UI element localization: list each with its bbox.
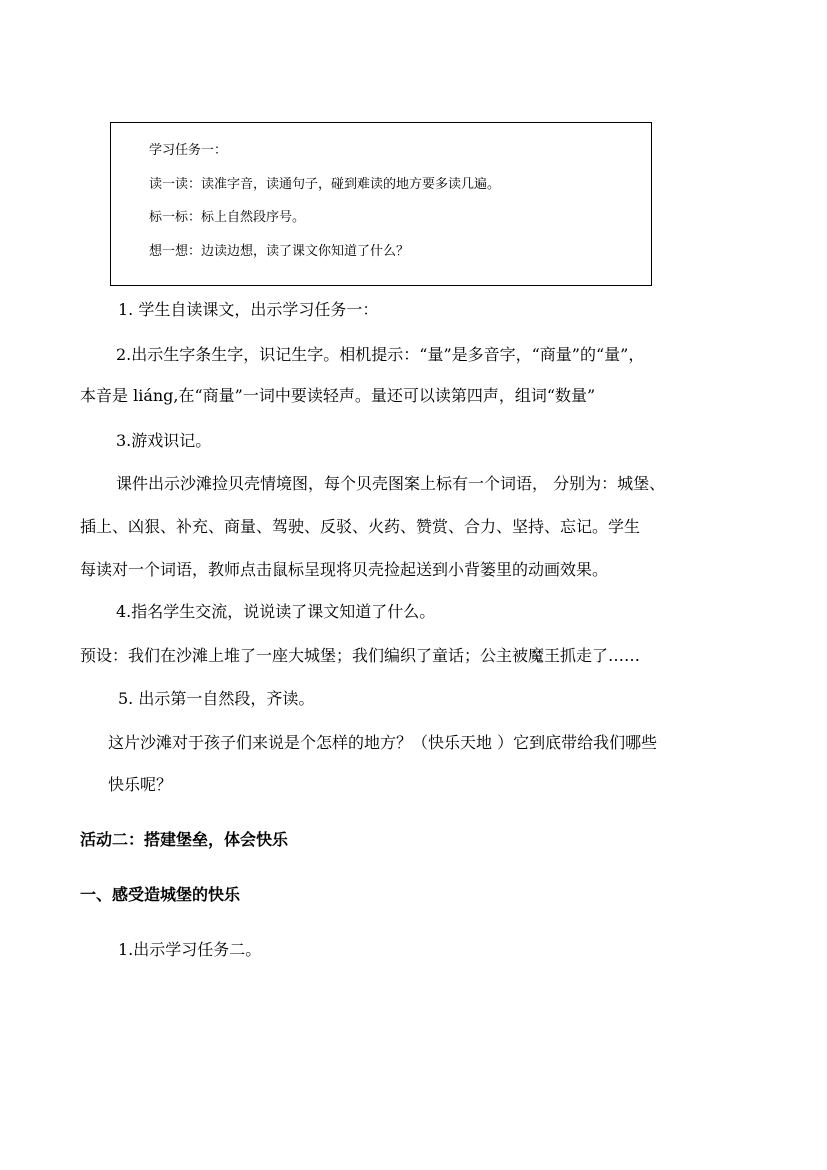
task-box-item-think: 想一想：边读边想，读了课文你知道了什么？	[149, 244, 410, 259]
paragraph-question-line-2: 快乐呢？	[108, 775, 173, 794]
paragraph-game-line-3: 每读对一个词语，教师点击鼠标呈现将贝壳捡起送到小背篓里的动画效果。	[80, 560, 609, 579]
paragraph-step-1: 1. 学生自读课文，出示学习任务一：	[118, 300, 379, 319]
paragraph-step-2-line-2: 本音是 liáng,在“商量”一词中要读轻声。量还可以读第四声，组词“数量”	[80, 386, 596, 405]
subsection-heading-castle: 一、感受造城堡的快乐	[80, 885, 241, 904]
paragraph-step-4: 4.指名学生交流，说说读了课文知道了什么。	[116, 602, 436, 621]
paragraph-task-2: 1.出示学习任务二。	[118, 940, 262, 959]
paragraph-game-line-2: 插上、凶狠、补充、商量、驾驶、反驳、火药、赞赏、合力、坚持、忘记。学生	[80, 517, 641, 536]
paragraph-game-line-1: 课件出示沙滩捡贝壳情境图，每个贝壳图案上标有一个词语， 分别为：城堡、	[116, 474, 666, 493]
task-box-item-read: 读一读：读准字音，读通句子，碰到难读的地方要多读几遍。	[149, 177, 501, 192]
paragraph-step-2-line-1: 2.出示生字条生字，识记生字。相机提示：“量”是多音字，“商量”的“量”，	[116, 345, 645, 364]
task-box-item-mark: 标一标：标上自然段序号。	[149, 210, 306, 225]
task-box	[110, 122, 652, 286]
paragraph-preset: 预设：我们在沙滩上堆了一座大城堡；我们编织了童话；公主被魔王抓走了……	[80, 646, 641, 665]
task-box-title: 学习任务一：	[149, 143, 228, 158]
paragraph-step-3: 3.游戏识记。	[116, 431, 212, 450]
paragraph-step-5: 5. 出示第一自然段，齐读。	[118, 689, 315, 708]
section-heading-activity-2: 活动二：搭建堡垒，体会快乐	[80, 830, 289, 849]
paragraph-question-line-1: 这片沙滩对于孩子们来说是个怎样的地方？（快乐天地 ）它到底带给我们哪些	[108, 733, 658, 752]
